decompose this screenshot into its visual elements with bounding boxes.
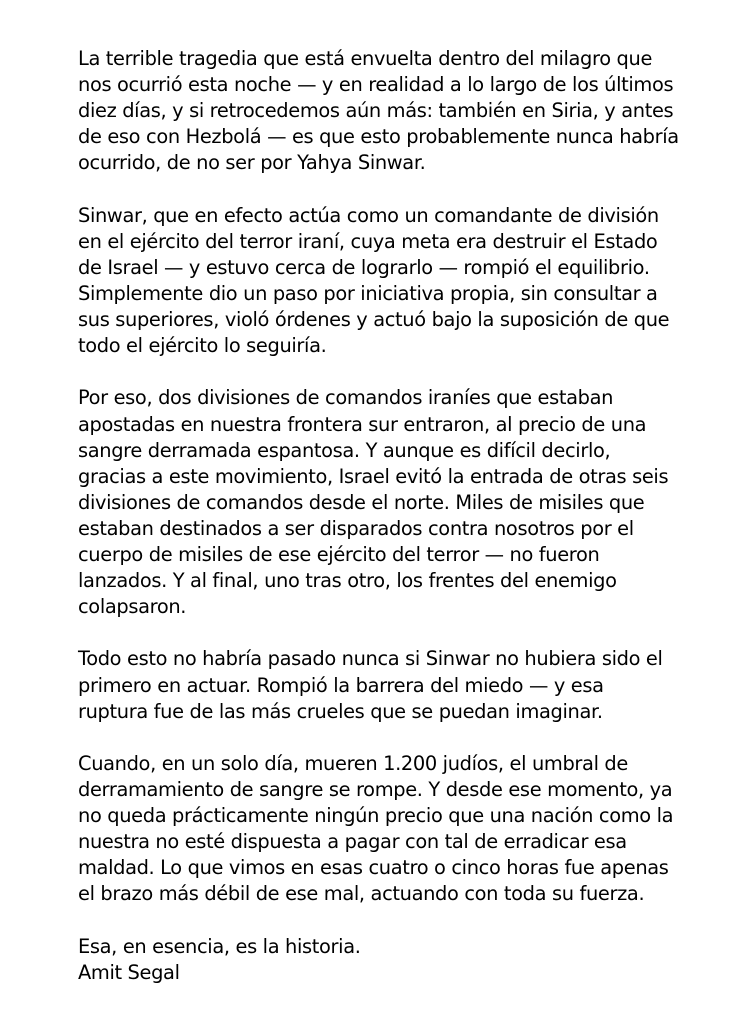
text-line: ruptura fue de las más crueles que se puedan imaginar.: [78, 699, 603, 723]
text-line: Todo esto no habría pasado nunca si Sinwar no hubiera sido el: [78, 647, 663, 671]
text-line: Cuando, en un solo día, mueren 1.200 judíos, el umbral de: [78, 751, 628, 775]
text-line: de eso con Hezbolá — es que esto probablemente nunca habría: [78, 125, 679, 149]
text-line: nos ocurrió esta noche — y en realidad a lo largo de los últimos: [78, 73, 674, 97]
author-signature: Amit Segal: [78, 960, 180, 984]
paragraph-3: [78, 385, 738, 620]
paragraph-1: [78, 46, 738, 176]
text-line: lanzados. Y al final, uno tras otro, los frentes del enemigo: [78, 569, 617, 593]
text-line: apostadas en nuestra frontera sur entraron, al precio de una: [78, 412, 647, 436]
text-line: Sinwar, que en efecto actúa como un comandante de división: [78, 203, 659, 227]
text-line: el brazo más débil de ese mal, actuando con toda su fuerza.: [78, 882, 645, 906]
text-line: sus superiores, violó órdenes y actuó bajo la suposición de que: [78, 308, 670, 332]
text-line: cuerpo de misiles de ese ejército del terror — no fueron: [78, 542, 600, 566]
text-line: sangre derramada espantosa. Y aunque es difícil decirlo,: [78, 438, 611, 462]
paragraph-4: [78, 646, 738, 724]
text-line: primero en actuar. Rompió la barrera del miedo — y esa: [78, 673, 604, 697]
text-line: no queda prácticamente ningún precio que una nación como la: [78, 804, 674, 828]
text-line: todo el ejército lo seguiría.: [78, 334, 327, 358]
closing-line: Esa, en esencia, es la historia.: [78, 934, 361, 958]
closing-block: [78, 934, 738, 986]
text-line: derramamiento de sangre se rompe. Y desde ese momento, ya: [78, 778, 673, 801]
text-line: maldad. Lo que vimos en esas cuatro o cinco horas fue apenas: [78, 856, 669, 880]
text-line: nuestra no esté dispuesta a pagar con tal de erradicar esa: [78, 830, 627, 854]
text-line: Simplemente dio un paso por iniciativa propia, sin consultar a: [78, 281, 658, 305]
text-line: diez días, y si retrocedemos aún más: también en Siria, y antes: [78, 99, 674, 123]
text-line: colapsaron.: [78, 595, 187, 619]
text-line: ocurrido, de no ser por Yahya Sinwar.: [78, 151, 426, 175]
text-line: de Israel — y estuvo cerca de lograrlo — rompió el equilibrio.: [78, 255, 650, 279]
paragraph-2: [78, 203, 738, 360]
paragraph-5: [78, 751, 738, 908]
text-line: en el ejército del terror iraní, cuya meta era destruir el Estado: [78, 229, 658, 253]
text-line: gracias a este movimiento, Israel evitó la entrada de otras seis: [78, 464, 669, 488]
text-line: estaban destinados a ser disparados contra nosotros por el: [78, 516, 634, 540]
text-line: Por eso, dos divisiones de comandos iraníes que estaban: [78, 386, 614, 410]
document-page: [78, 46, 738, 986]
text-line: divisiones de comandos desde el norte. Miles de misiles que: [78, 490, 645, 514]
text-line: La terrible tragedia que está envuelta dentro del milagro que: [78, 47, 653, 70]
